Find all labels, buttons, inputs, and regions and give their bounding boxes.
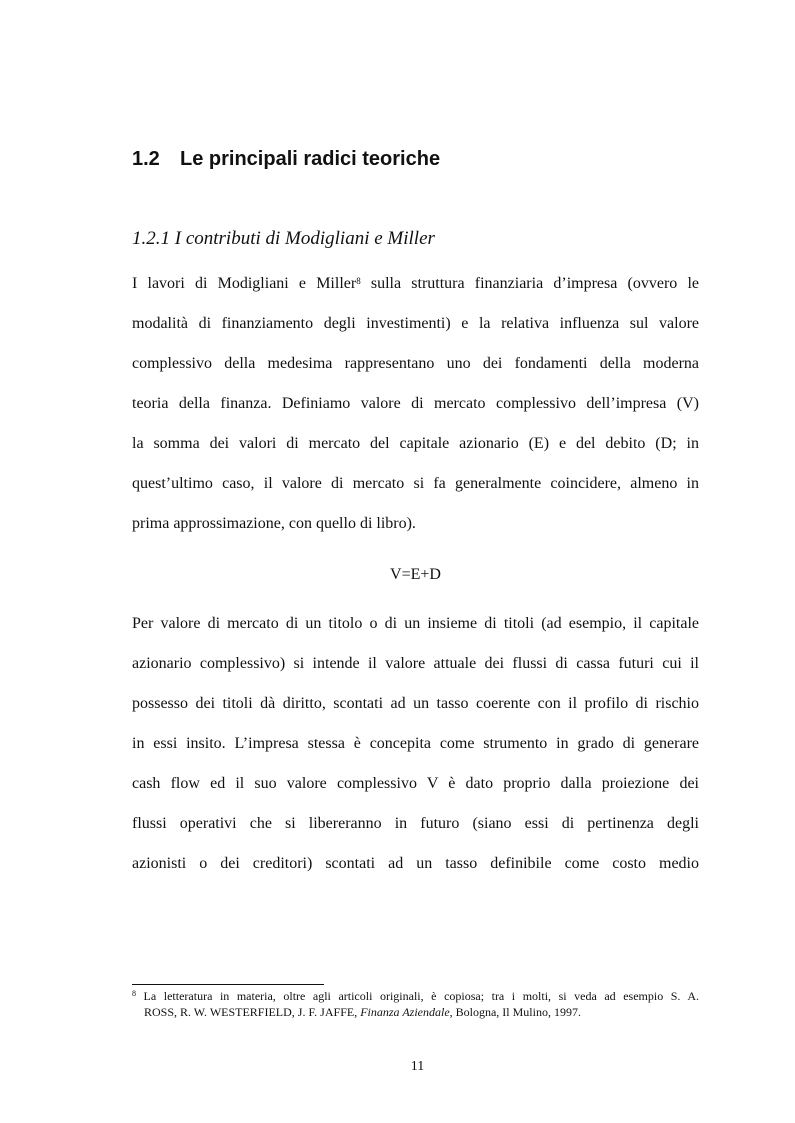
subsection-heading: 1.2.1 I contributi di Modigliani e Miller bbox=[132, 228, 435, 249]
paragraph-2 bbox=[132, 612, 699, 892]
paragraph-2-line: azionario complessivo) si intende il valore attuale dei flussi di cassa futuri cui il bbox=[132, 655, 699, 672]
section-heading bbox=[132, 148, 440, 171]
paragraph-1-line: complessivo della medesima rappresentano uno dei fondamenti della moderna bbox=[132, 355, 699, 372]
paragraph-2-line: possesso dei titoli dà diritto, scontati ad un tasso coerente con il profilo di rischio bbox=[132, 695, 699, 712]
page-number: 11 bbox=[410, 1059, 425, 1074]
section-number: 1.2 bbox=[132, 148, 160, 170]
paragraph-1-line: quest’ultimo caso, il valore di mercato si fa generalmente coincidere, almeno in bbox=[132, 475, 699, 492]
paragraph-1-line: prima approssimazione, con quello di libro). bbox=[132, 515, 416, 532]
paragraph-1-line: la somma dei valori di mercato del capitale azionario (E) e del debito (D; in bbox=[132, 435, 699, 452]
paragraph-1 bbox=[132, 272, 699, 552]
paragraph-1-line: I lavori di Modigliani e Miller$^8$ sulla struttura finanziaria d’impresa (ovvero le bbox=[132, 275, 700, 292]
paragraph-2-line: azionisti o dei creditori) scontati ad un tasso definibile come costo medio bbox=[132, 855, 699, 872]
book-title: Finanza Aziendale bbox=[360, 1005, 450, 1019]
paragraph-2-line: Per valore di mercato di un titolo o di un insieme di titoli (ad esempio, il capitale bbox=[132, 615, 699, 632]
paragraph-2-line: flussi operativi che si libereranno in futuro (siano essi di pertinenza degli bbox=[132, 815, 699, 832]
footnote-divider bbox=[132, 984, 324, 985]
paragraph-2-line: in essi insito. L’impresa stessa è concepita come strumento in grado di generare bbox=[132, 735, 699, 752]
footnote-line: ROSS, R. W. WESTERFIELD, J. F. JAFFE, Finanza Aziendale, Bologna, Il Mulino, 1997. bbox=[144, 1005, 581, 1019]
footnote-line: $^8$ La letteratura in materia, oltre agli articoli originali, è copiosa; tra i molti, si veda ad esempio S. A. bbox=[132, 989, 699, 1003]
section-title: Le principali radici teoriche bbox=[180, 148, 441, 170]
paragraph-2-line: cash flow ed il suo valore complessivo V è dato proprio dalla proiezione dei bbox=[132, 775, 699, 792]
footnote-marker: 8 bbox=[132, 989, 136, 998]
paragraph-1-line: teoria della finanza. Definiamo valore di mercato complessivo dell’impresa (V) bbox=[132, 395, 699, 412]
footnote-reference[interactable]: 8 bbox=[356, 276, 361, 286]
equation: V=E+D bbox=[390, 566, 441, 583]
footnote bbox=[132, 988, 699, 1020]
paragraph-1-line: modalità di finanziamento degli investimenti) e la relativa influenza sul valore bbox=[132, 315, 699, 332]
